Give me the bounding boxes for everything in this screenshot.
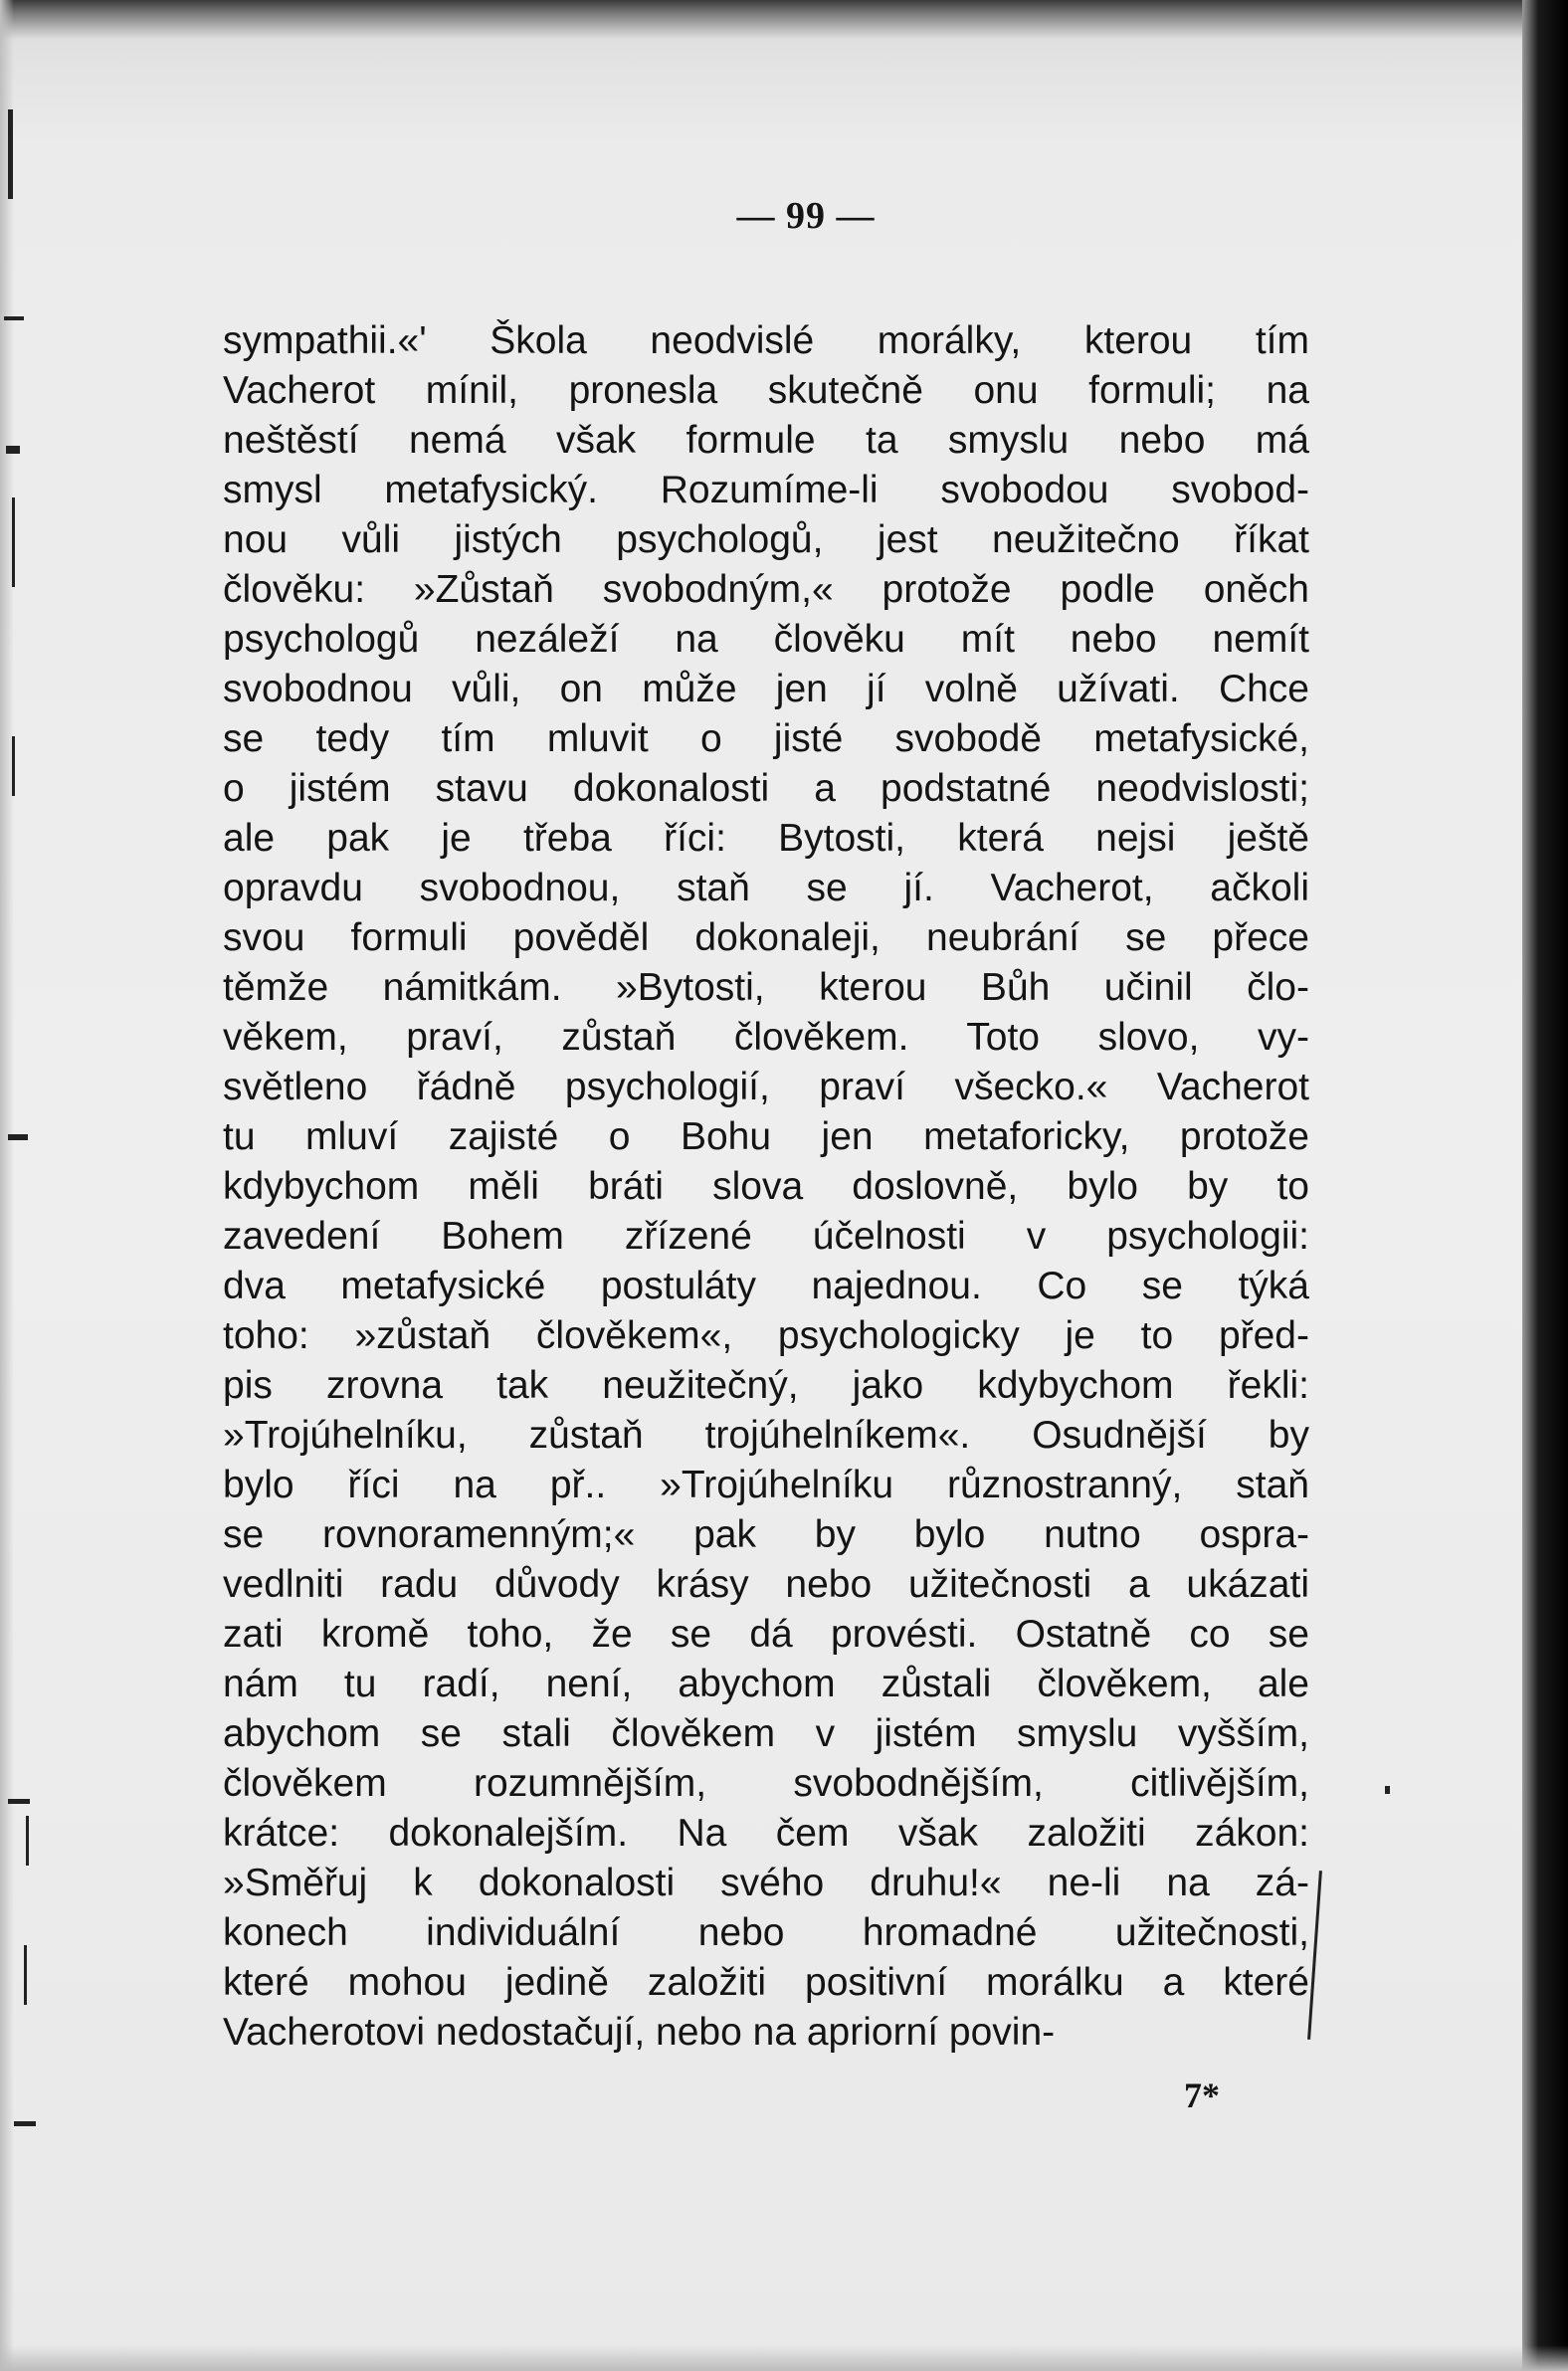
text-line: člověku: »Zůstaň svobodným,« protože podle oněch [223, 568, 1309, 611]
text-line: »Trojúhelníku, zůstaň trojúhelníkem«. Osudnější by [223, 1414, 1309, 1457]
margin-mark [6, 446, 20, 454]
margin-mark [26, 1816, 29, 1866]
text-line: Vacherotovi nedostačují, nebo na apriorní povin- [223, 2011, 1056, 2054]
margin-mark [8, 1134, 28, 1140]
body-text [223, 316, 1309, 2058]
text-line: svobodnou vůli, on může jen jí volně užívati. Chce [223, 668, 1309, 710]
text-line: opravdu svobodnou, staň se jí. Vacherot, ačkoli [223, 867, 1309, 909]
text-line: vedlniti radu důvody krásy nebo užitečnosti a ukázati [223, 1563, 1309, 1606]
text-line: pis zrovna tak neužitečný, jako kdybychom řekli: [223, 1364, 1309, 1407]
text-line: světleno řádně psychologií, praví všecko.« Vacherot [223, 1066, 1309, 1108]
margin-mark [8, 109, 13, 199]
text-line: sympathii.«' Škola neodvislé morálky, kterou tím [223, 319, 1309, 362]
text-line: neštěstí nemá však formule ta smyslu nebo má [223, 419, 1309, 462]
page-left-shadow [0, 0, 14, 2371]
page-top-shadow [0, 0, 1568, 40]
margin-mark [12, 497, 15, 587]
margin-pencil-mark [1307, 1871, 1322, 2040]
text-line: Vacherot mínil, pronesla skutečně onu formuli; na [223, 369, 1309, 412]
text-line: smysl metafysický. Rozumíme-li svobodou svobod- [223, 469, 1309, 511]
text-line: se rovnoramenným;« pak by bylo nutno ospra- [223, 1513, 1309, 1556]
text-line: o jistém stavu dokonalosti a podstatné neodvislosti; [223, 767, 1309, 810]
text-line: se tedy tím mluvit o jisté svobodě metafysické, [223, 717, 1309, 760]
text-line: věkem, praví, zůstaň člověkem. Toto slovo, vy- [223, 1016, 1309, 1059]
text-line: abychom se stali člověkem v jistém smyslu vyšším, [223, 1712, 1309, 1755]
text-line: zavedení Bohem zřízené účelnosti v psychologii: [223, 1215, 1309, 1258]
text-line: nou vůli jistých psychologů, jest neužitečno říkat [223, 518, 1309, 561]
margin-mark [14, 2121, 36, 2126]
text-line: dva metafysické postuláty najednou. Co se týká [223, 1265, 1309, 1307]
text-line: bylo říci na př.. »Trojúhelníku různostranný, staň [223, 1464, 1309, 1506]
text-line: kdybychom měli bráti slova doslovně, bylo by to [223, 1165, 1309, 1208]
text-line: svou formuli pověděl dokonaleji, neubrání se přece [223, 916, 1309, 959]
margin-mark [1385, 1786, 1390, 1794]
page-number: — 99 — [736, 195, 876, 237]
text-line: »Směřuj k dokonalosti svého druhu!« ne-li na zá- [223, 1862, 1309, 1904]
printer-signature-mark: 7* [1184, 2075, 1220, 2115]
text-line: zati kromě toho, že se dá provésti. Ostatně co se [223, 1613, 1309, 1656]
text-line: které mohou jedině založiti positivní morálku a které [223, 1961, 1309, 2004]
text-line: krátce: dokonalejším. Na čem však založiti zákon: [223, 1812, 1309, 1855]
margin-mark [24, 1945, 27, 2005]
text-line: člověkem rozumnějším, svobodnějším, citlivějším, [223, 1762, 1309, 1805]
page-right-binding-shadow [1522, 0, 1568, 2371]
margin-mark [12, 736, 15, 796]
text-line: těmže námitkám. »Bytosti, kterou Bůh učinil člo- [223, 966, 1309, 1009]
text-line: nám tu radí, není, abychom zůstali člověkem, ale [223, 1663, 1309, 1705]
page-bottom-shadow [0, 2345, 1568, 2371]
text-line: tu mluví zajisté o Bohu jen metaforicky, protože [223, 1115, 1309, 1158]
text-line: ale pak je třeba říci: Bytosti, která nejsi ještě [223, 817, 1309, 860]
margin-mark [4, 316, 24, 320]
text-line: konech individuální nebo hromadné užitečnosti, [223, 1911, 1309, 1954]
text-line: psychologů nezáleží na člověku mít nebo nemít [223, 618, 1309, 661]
text-line: toho: »zůstaň člověkem«, psychologicky je to před- [223, 1314, 1309, 1357]
margin-mark [8, 1799, 30, 1804]
